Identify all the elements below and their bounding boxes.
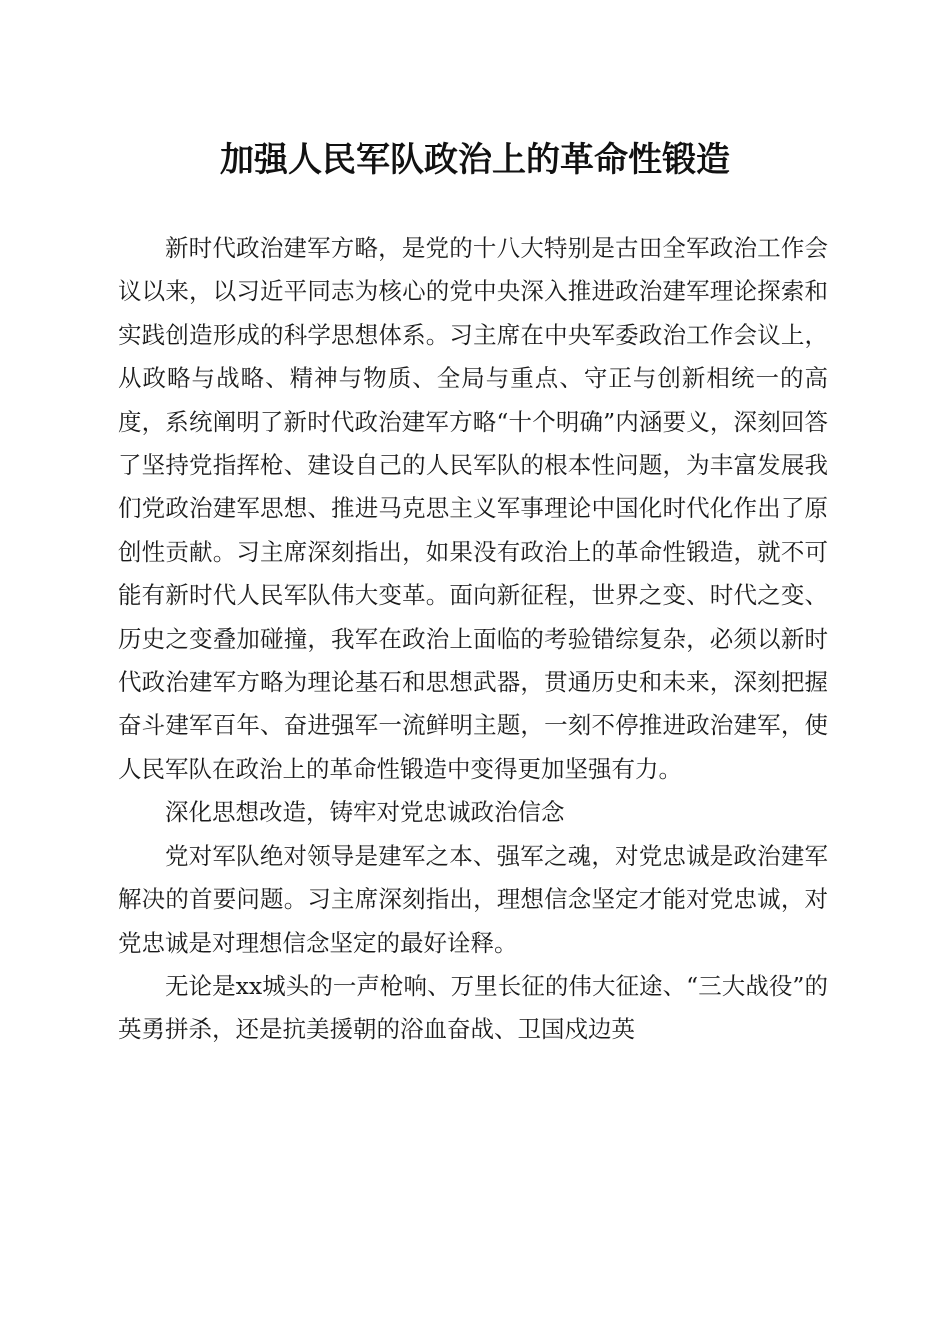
document-body: [118, 227, 828, 1052]
paragraph-loyalty: 党对军队绝对领导是建军之本、强军之魂，对党忠诚是政治建军解决的首要问题。习主席深刻指出，理想信念坚定才能对党忠诚，对党忠诚是对理想信念坚定的最好诠释。: [118, 841, 828, 957]
document-title: 加强人民军队政治上的革命性锻造: [220, 140, 730, 180]
section-heading: 深化思想改造，铸牢对党忠诚政治信念: [165, 798, 565, 827]
paragraph-history: 无论是xx城头的一声枪响、万里长征的伟大征途、“三大战役”的英勇拼杀，还是抗美援朝的浴血奋战、卫国戍边英: [118, 971, 828, 1044]
paragraph-intro: 新时代政治建军方略，是党的十八大特别是古田全军政治工作会议以来，以习近平同志为核心的党中央深入推进政治建军理论探索和实践创造形成的科学思想体系。习主席在中央军委政治工作会议上，从政略与战略、精神与物质、全局与重点、守正与创新相统一的高度，系统阐明了新时代政治建军方略“十个明确”内涵要义，深刻回答了坚持党指挥枪、建设自己的人民军队的根本性问题，为丰富发展我们党政治建军思想、推进马克思主义军事理论中国化时代化作出了原创性贡献。习主席深刻指出，如果没有政治上的革命性锻造，就不可能有新时代人民军队伟大变革。面向新征程，世界之变、时代之变、历史之变叠加碰撞，我军在政治上面临的考验错综复杂，必须以新时代政治建军方略为理论基石和思想武器，贯通历史和未来，深刻把握奋斗建军百年、奋进强军一流鲜明主题，一刻不停推进政治建军，使人民军队在政治上的革命性锻造中变得更加坚强有力。: [118, 234, 828, 783]
